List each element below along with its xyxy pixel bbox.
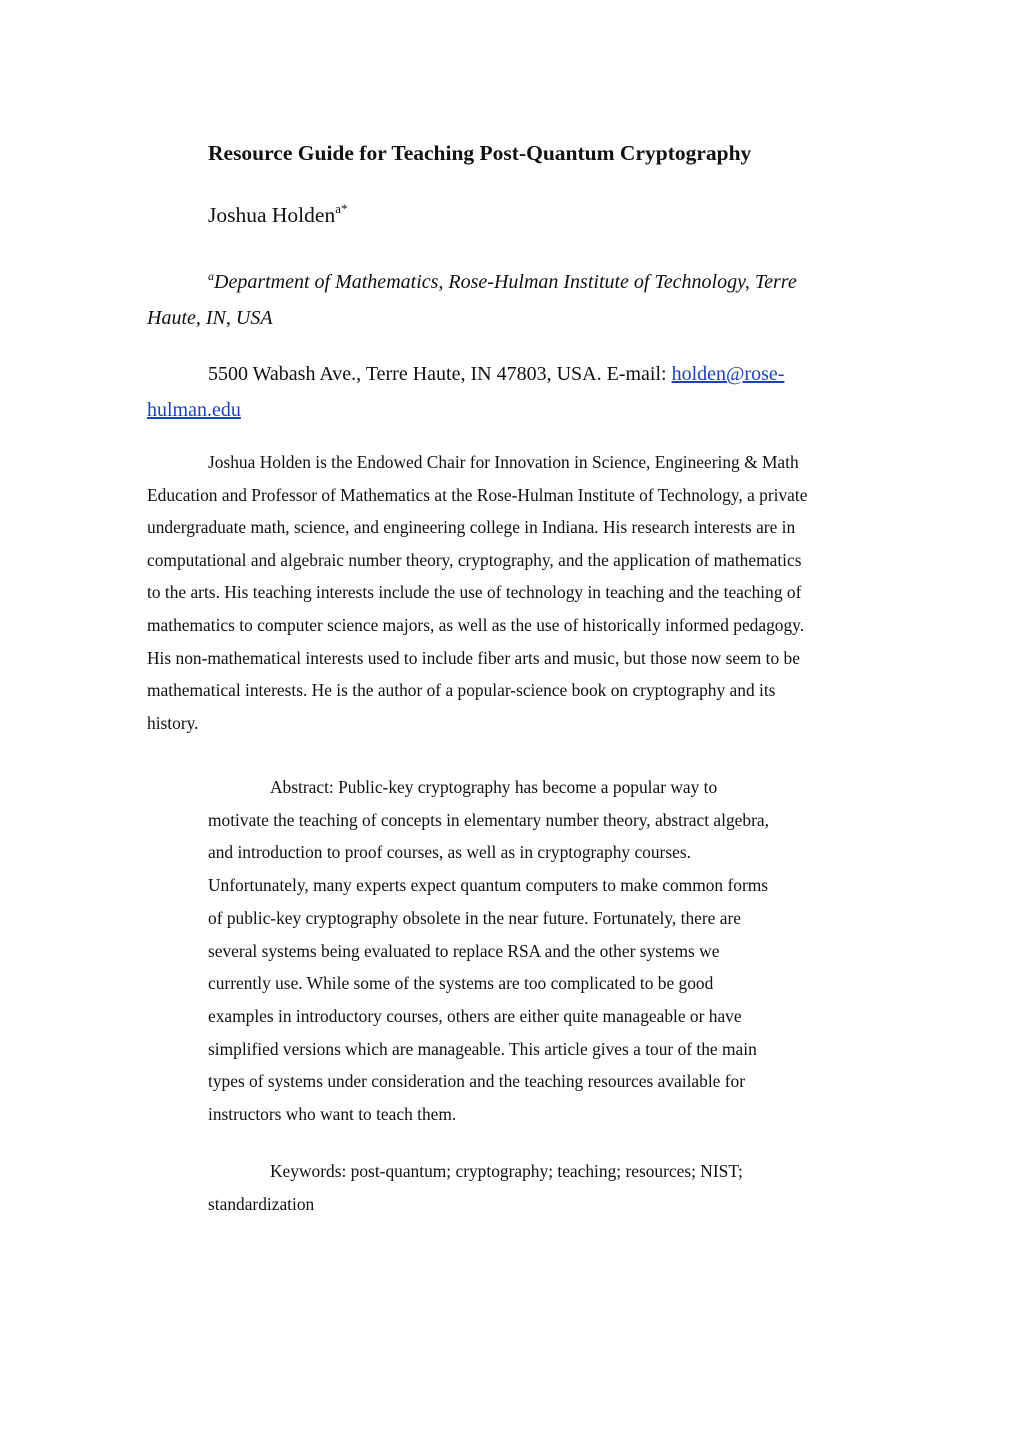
abstract-line: instructors who want to teach them. — [208, 1104, 457, 1125]
abstract-line: several systems being evaluated to replace RSA and the other systems we — [208, 940, 720, 961]
address-line-1 — [147, 356, 847, 392]
email-link-part-2[interactable]: hulman.edu — [147, 399, 241, 421]
bio-line: mathematical interests. He is the author of a popular-science book on cryptography and its — [147, 680, 776, 701]
abstract-line: types of systems under consideration and the teaching resources available for — [208, 1071, 745, 1092]
abstract-line: and introduction to proof courses, as well as in cryptography courses. — [208, 842, 691, 863]
affiliation-line-2: Haute, IN, USA — [147, 307, 273, 329]
abstract-line: currently use. While some of the systems are too complicated to be good — [208, 973, 714, 994]
author-biography — [147, 446, 871, 739]
bio-line: Joshua Holden is the Endowed Chair for Innovation in Science, Engineering & Math — [208, 452, 799, 472]
abstract — [208, 771, 848, 1131]
abstract-line: examples in introductory courses, others are either quite manageable or have — [208, 1005, 742, 1026]
bio-line: Education and Professor of Mathematics at the Rose-Hulman Institute of Technology, a private — [147, 484, 808, 505]
bio-line: history. — [147, 712, 199, 733]
keywords — [208, 1155, 848, 1220]
affiliation-marker: a — [208, 269, 214, 283]
bio-line: mathematics to computer science majors, as well as the use of historically informed pedagogy. — [147, 614, 805, 635]
abstract-line: motivate the teaching of concepts in elementary number theory, abstract algebra, — [208, 809, 769, 830]
affiliation — [147, 264, 847, 336]
author-line — [208, 203, 347, 228]
author-name: Joshua Holden — [208, 203, 336, 227]
bio-line: His non-mathematical interests used to include fiber arts and music, but those now seem to be — [147, 647, 800, 668]
affiliation-line-1: Department of Mathematics, Rose-Hulman Institute of Technology, Terre — [214, 271, 797, 293]
author-marker: a* — [335, 201, 348, 216]
keywords-line: standardization — [208, 1193, 315, 1214]
abstract-line: simplified versions which are manageable. This article gives a tour of the main — [208, 1038, 757, 1059]
paper-title: Resource Guide for Teaching Post-Quantum Cryptography — [208, 141, 752, 165]
bio-line: to the arts. His teaching interests include the use of technology in teaching and the teaching of — [147, 582, 802, 603]
address-line-2 — [147, 392, 847, 428]
abstract-line: Abstract: Public-key cryptography has become a popular way to — [270, 777, 718, 797]
abstract-line: Unfortunately, many experts expect quantum computers to make common forms — [208, 875, 769, 896]
bio-line: undergraduate math, science, and engineering college in Indiana. His research interests are in — [147, 517, 796, 538]
abstract-line: of public-key cryptography obsolete in the near future. Fortunately, there are — [208, 907, 741, 928]
bio-line: computational and algebraic number theory, cryptography, and the application of mathematics — [147, 549, 802, 570]
address — [147, 356, 847, 428]
keywords-line: Keywords: post-quantum; cryptography; teaching; resources; NIST; — [270, 1161, 743, 1181]
address-text: 5500 Wabash Ave., Terre Haute, IN 47803, USA. E-mail: — [208, 363, 672, 385]
email-link-part-1[interactable]: holden@rose- — [671, 363, 785, 385]
